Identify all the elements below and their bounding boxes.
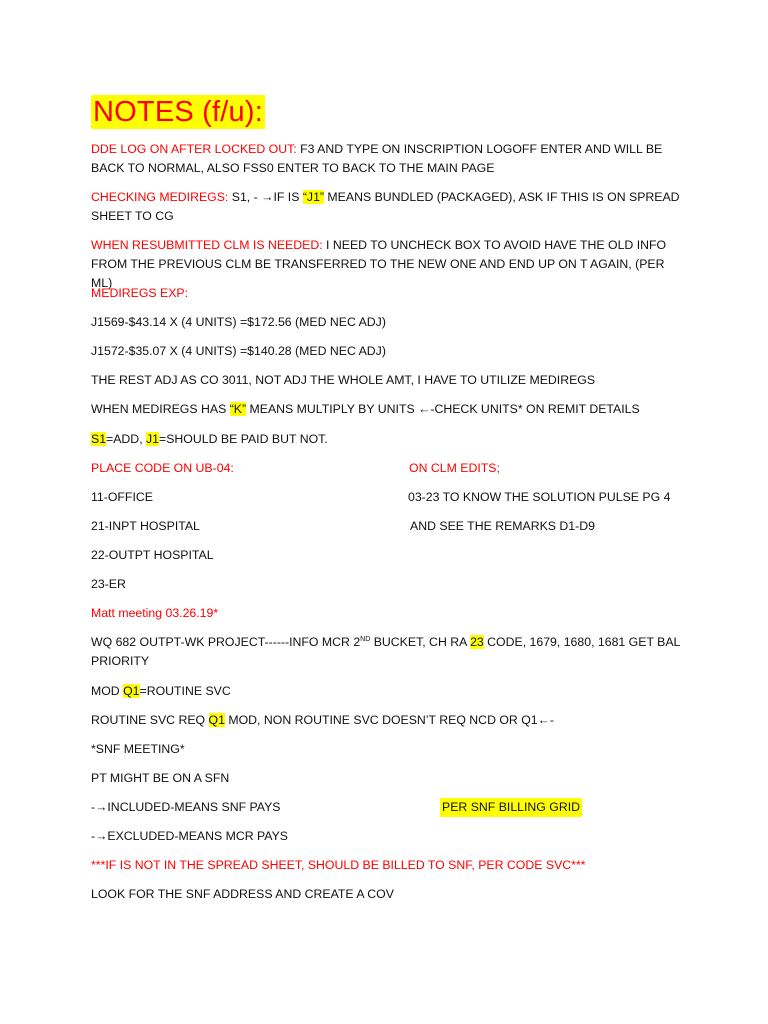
mod-pre: MOD — [91, 684, 124, 698]
place-code-item: 23-ER — [91, 577, 126, 591]
k-post: MEANS MULTIPLY BY UNITS ←-CHECK UNITS* ON REMIT DETAILS — [246, 402, 640, 416]
s1-j1-line — [91, 430, 681, 449]
rest-adj-line: THE REST ADJ AS CO 3011, NOT ADJ THE WHOLE AMT, I HAVE TO UTILIZE MEDIREGS — [91, 373, 596, 387]
excluded-line: -→EXCLUDED-MEANS MCR PAYS — [91, 829, 289, 843]
j1-highlight-2: J1 — [146, 432, 160, 446]
k-pre: WHEN MEDIREGS HAS — [91, 402, 230, 416]
look-snf-line: LOOK FOR THE SNF ADDRESS AND CREATE A COV — [91, 887, 394, 901]
j1-highlight: “J1” — [302, 190, 325, 204]
included-line: -→INCLUDED-MEANS SNF PAYS — [91, 800, 281, 814]
spread-sheet-warning: ***IF IS NOT IN THE SPREAD SHEET, SHOULD BE BILLED TO SNF, PER CODE SVC*** — [91, 858, 586, 872]
per-snf-billing-highlight: PER SNF BILLING GRID — [440, 798, 582, 817]
mod-line — [91, 682, 681, 701]
wq-mid: BUCKET, CH RA — [370, 635, 471, 649]
clm-edits-item: AND SEE THE REMARKS D1-D9 — [410, 519, 595, 533]
resubmit-label: WHEN RESUBMITTED CLM IS NEEDED: — [91, 238, 323, 252]
q1-highlight: Q1 — [123, 684, 140, 698]
j1569-line: J1569-$43.14 X (4 UNITS) =$172.56 (MED NEC ADJ) — [91, 315, 386, 329]
routine-pre: ROUTINE SVC REQ — [91, 713, 209, 727]
place-code-item: 22-OUTPT HOSPITAL — [91, 548, 214, 562]
routine-post: MOD, NON ROUTINE SVC DOESN’T REQ NCD OR Q1←- — [224, 713, 555, 727]
place-code-item: 21-INPT HOSPITAL — [91, 519, 200, 533]
dde-text: F3 AND TYPE ON INSCRIPTION LOGOFF ENTER AND WILL BE BACK TO NORMAL, ALSO FSS0 ENTER TO BACK TO THE MAIN PAGE — [91, 142, 663, 175]
q1-highlight-2: Q1 — [208, 713, 225, 727]
checking-post: MEANS BUNDLED (PACKAGED), ASK IF THIS IS ON SPREAD SHEET TO CG — [91, 190, 680, 223]
ra23-highlight: 23 — [470, 635, 484, 649]
place-code-item: 11-OFFICE — [91, 490, 153, 504]
j1572-line: J1572-$35.07 X (4 UNITS) =$140.28 (MED NEC ADJ) — [91, 344, 386, 358]
k-highlight: “K” — [229, 402, 247, 416]
wq-sup: ND — [360, 635, 371, 643]
wq-pre: WQ 682 OUTPT-WK PROJECT------INFO MCR 2 — [91, 635, 361, 649]
wq-line — [91, 633, 681, 671]
clm-edits-item: 03-23 TO KNOW THE SOLUTION PULSE PG 4 — [408, 490, 671, 504]
dde-note — [91, 140, 681, 178]
medireg-exp-heading: MEDIREGS EXP: — [91, 286, 189, 300]
dde-label: DDE LOG ON AFTER LOCKED OUT: — [91, 142, 297, 156]
checking-medireg-note — [91, 188, 681, 226]
page-title: NOTES (f/u): — [93, 96, 263, 128]
s1-highlight: S1 — [91, 432, 107, 446]
pt-sfn-line: PT MIGHT BE ON A SFN — [91, 771, 230, 785]
snf-meeting-line: *SNF MEETING* — [91, 742, 185, 756]
routine-line — [91, 711, 681, 730]
clm-edits-header: ON CLM EDITS; — [409, 461, 500, 475]
checking-label: CHECKING MEDIREGS: — [91, 190, 229, 204]
matt-meeting-heading: Matt meeting 03.26.19* — [91, 606, 219, 620]
wq-post: CODE, 1679, 1680, 1681 GET BAL PRIORITY — [91, 635, 680, 668]
s1-post: =SHOULD BE PAID BUT NOT. — [159, 432, 328, 446]
mod-post: =ROUTINE SVC — [139, 684, 231, 698]
k-multiply-line — [91, 400, 681, 419]
resubmit-text: I NEED TO UNCHECK BOX TO AVOID HAVE THE OLD INFO FROM THE PREVIOUS CLM BE TRANSFERRED TO THE NEW ONE AND END UP ON T AGAIN, (PER ML) — [91, 238, 667, 290]
s1-mid: =ADD, — [106, 432, 147, 446]
place-code-header: PLACE CODE ON UB-04: — [91, 461, 234, 475]
checking-pre: S1, - →IF IS — [228, 190, 303, 204]
